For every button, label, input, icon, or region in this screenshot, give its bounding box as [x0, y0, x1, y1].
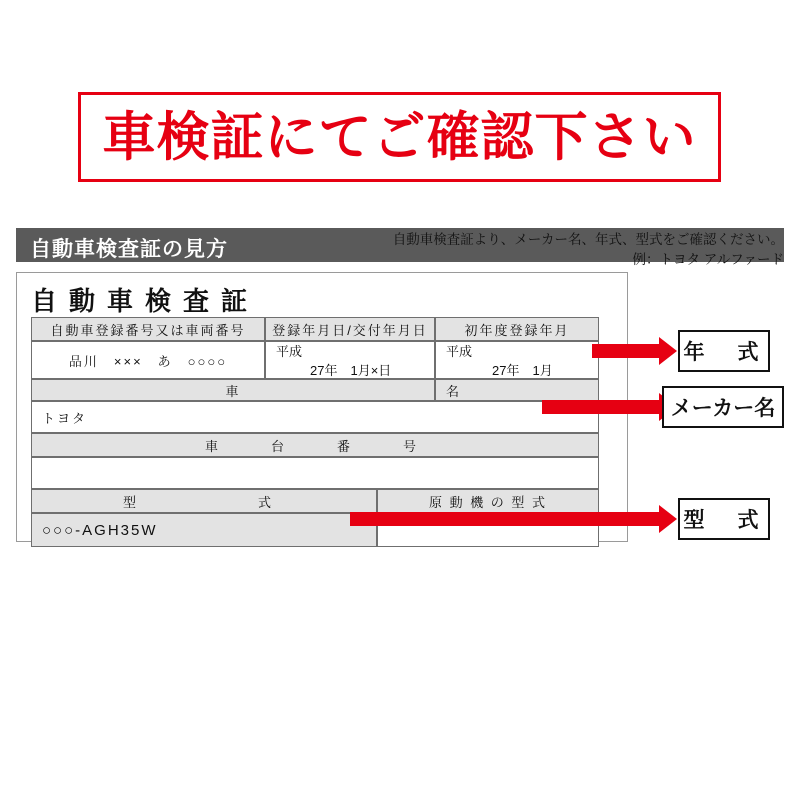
model-callout: 型 式	[678, 498, 770, 540]
cell-value-maker: トヨタ	[31, 401, 599, 433]
cell-header-vehicle: 車	[31, 379, 435, 401]
year-callout: 年 式	[678, 330, 770, 372]
arrow-to-year	[592, 344, 660, 358]
certificate-title: 自動車検査証	[31, 286, 260, 316]
maker-callout: メーカー名	[662, 386, 784, 428]
section-title: 自動車検査証の見方	[30, 238, 228, 261]
arrow-to-maker	[542, 400, 660, 414]
section-note	[352, 230, 784, 269]
cell-header-name: 名	[435, 379, 599, 401]
section-note-line2: 例：トヨタ アルファード	[632, 251, 784, 267]
first-reg-value: 27年 1月	[492, 363, 553, 378]
reg-date-value: 27年 1月×日	[310, 363, 392, 378]
headline-banner	[78, 92, 721, 182]
cell-value-number: 品川 ××× あ ○○○○	[31, 341, 265, 379]
cell-header-first-reg: 初年度登録年月	[435, 317, 599, 341]
arrow-to-model	[350, 512, 660, 526]
cell-value-chassis	[31, 457, 599, 489]
cell-value-reg-date	[265, 341, 435, 379]
cell-header-number: 自動車登録番号又は車両番号	[31, 317, 265, 341]
section-note-line1: 自動車検査証より、メーカー名、年式、型式をご確認ください。	[392, 232, 784, 247]
cell-header-engine: 原 動 機 の 型 式	[377, 489, 599, 513]
first-reg-era: 平成	[446, 344, 473, 359]
certificate-facsimile	[16, 272, 628, 542]
cell-header-reg-date: 登録年月日/交付年月日	[265, 317, 435, 341]
headline-text: 車検証にてご確認下さい	[102, 107, 697, 167]
cell-header-model: 型 式	[31, 489, 377, 513]
cell-value-model: ○○○-AGH35W	[31, 513, 377, 547]
cell-value-first-reg	[435, 341, 599, 379]
cell-header-chassis: 車 台 番 号	[31, 433, 599, 457]
reg-date-era: 平成	[276, 344, 303, 359]
